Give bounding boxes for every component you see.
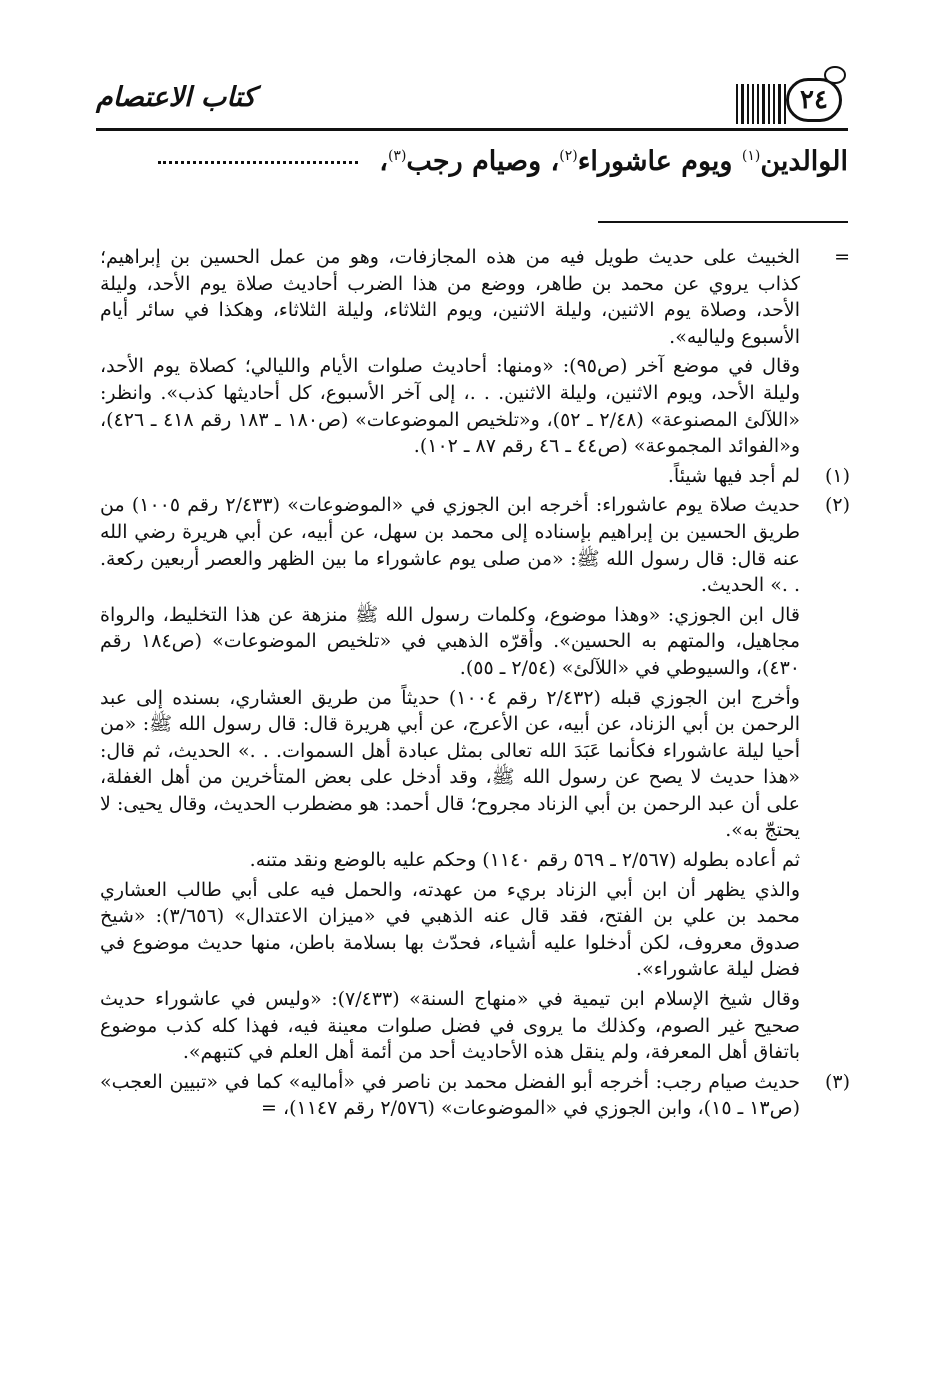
main-word: ويوم عاشوراء	[577, 146, 742, 177]
footnotes	[100, 244, 850, 1326]
continuation-marker: =	[834, 246, 850, 268]
footnote-continuation: وقال في موضع آخر (ص٩٥): «ومنها: أحاديث صلوات الأيام والليالي؛ كصلاة يوم الأحد، وليلة الأحد، ويوم الاثنين، وليلة الاثنين. . .، إلى آخر الأسبوع، كل أحاديثها كذب». وانظر: «اللآلئ المصنوعة» (٢/٤٨ ـ ٥٢)، و«تلخيص الموضوعات» (ص١٨٠ ـ ١٨٣ رقم ٤١٨ ـ ٤٢٦)، و«الفوائد المجموعة» (ص٤٤ ـ ٤٦ رقم ٨٧ ـ ١٠٢).	[100, 355, 801, 458]
header-ornament-bars	[736, 82, 786, 124]
footnote-ref: (٣)	[387, 148, 407, 164]
footnote-marker: (١)	[824, 464, 850, 487]
page-number: ٢٤	[786, 78, 842, 122]
main-word: ،	[369, 146, 388, 177]
footnote-marker: (٣)	[824, 1070, 850, 1093]
running-header	[96, 74, 848, 136]
footnote-2-paragraph: وأخرج ابن الجوزي قبله (٢/٤٣٢ رقم ١٠٠٤) حديثاً من طريق العشاري، بسنده إلى عبد الرحمن بن أبي الزناد، عن أبيه، عن الأعرج، عن أبي هريرة قال: قال رسول الله ﷺ: «من أحيا ليلة عاشوراء فكأنما عَبَدَ الله تعالى بمثل عبادة أهل السموات. . .» الحديث، ثم قال: «هذا حديث لا يصح عن رسول الله ﷺ، وقد أدخل على بعض المتأخرين من أهل الغفلة، على أن عبد الرحمن بن أبي الزناد مجروح؛ قال أحمد: هو مضطرب الحديث، وقال يحيى: لا يحتجّ به».	[100, 686, 800, 842]
header-rule	[96, 128, 848, 131]
footnote-ref: (٢)	[559, 148, 578, 164]
footnote-continuation: = الخبيث على حديث طويل فيه من هذه المجازفات، وهو من عمل الحسين بن إبراهيم؛ كذاب يروي عن محمد بن طاهر، ووضع من هذا الضرب أحاديث صلاة يوم الأحد، وليلة الأحد، وصلاة يوم الاثنين، وليلة الاثنين، ويوم الثلاثاء، وليلة الثلاثاء، وهكذا في سائر أيام الأسبوع ولياليه».	[100, 246, 850, 348]
footnote-ref: (١)	[741, 148, 761, 164]
footnote-2: (٢) حديث صلاة يوم عاشوراء: أخرجه ابن الجوزي في «الموضوعات» (٢/٤٣٣ رقم ١٠٠٥) من طريق الحسين بن إبراهيم بإسناده إلى محمد بن سهل، عن أبيه، عن أبي هريرة رضي الله عنه قال: قال رسول الله ﷺ: «من صلى يوم عاشوراء ما بين الظهر والعصر أربعين ركعة. . .» الحديث.	[100, 494, 850, 597]
footnote-marker: (٢)	[824, 494, 850, 517]
footnote-2-paragraph: قال ابن الجوزي: «وهذا موضوع، وكلمات رسول الله ﷺ منزهة عن هذا التخليط، والرواة مجاهيل، والمتهم به الحسين». وأقرّه الذهبي في «تلخيص الموضوعات» (ص١٨٤ رقم ٤٣٠)، والسيوطي في «اللآلئ» (٢/٥٤ ـ ٥٥).	[100, 603, 800, 679]
main-word: ، وصيام رجب	[406, 146, 560, 177]
footnote-1: (١) لم أجد فيها شيئاً.	[100, 463, 850, 490]
footnote-2-paragraph: وقال شيخ الإسلام ابن تيمية في «منهاج السنة» (٧/٤٣٣): «وليس في عاشوراء حديث صحيح غير الصوم، وكذلك ما يروى في فضل صلوات معينة فيه، فهذا كله كذب موضوع باتفاق أهل المعرفة، ولم ينقل هذه الأحاديث أحد من أئمة أهل العلم في كتبهم».	[100, 988, 800, 1064]
footnote-2-paragraph: ثم أعاده بطوله (٢/٥٦٧ ـ ٥٦٩ رقم ١١٤٠) وحكم عليه بالوضع ونقد متنه.	[249, 849, 800, 872]
dotted-leader	[158, 161, 358, 164]
book-title: كتاب الاعتصام	[96, 82, 256, 113]
footnote-2-paragraph: والذي يظهر أن ابن أبي الزناد بريء من عهدته، والحمل فيه على أبي طالب العشاري محمد بن علي بن الفتح، فقد قال عنه الذهبي في «ميزان الاعتدال» (٣/٦٥٦): «شيخ صدوق معروف، لكن أدخلوا عليه أشياء، فحدّث بها بسلامة باطن، منها حديث موضوع في فضل ليلة عاشوراء».	[100, 878, 800, 981]
ornament-swirl	[824, 66, 846, 84]
main-word: الوالدين	[760, 146, 848, 177]
main-text-line	[104, 146, 848, 196]
footnote-3: (٣) حديث صيام رجب: أخرجه أبو الفضل محمد بن ناصر في «أماليه» كما في «تبيين العجب» (ص١٣ ـ ١٥)، وابن الجوزي في «الموضوعات» (٢/٥٧٦ رقم ١١٤٧)، =	[100, 1070, 850, 1120]
footnote-separator	[598, 221, 848, 223]
